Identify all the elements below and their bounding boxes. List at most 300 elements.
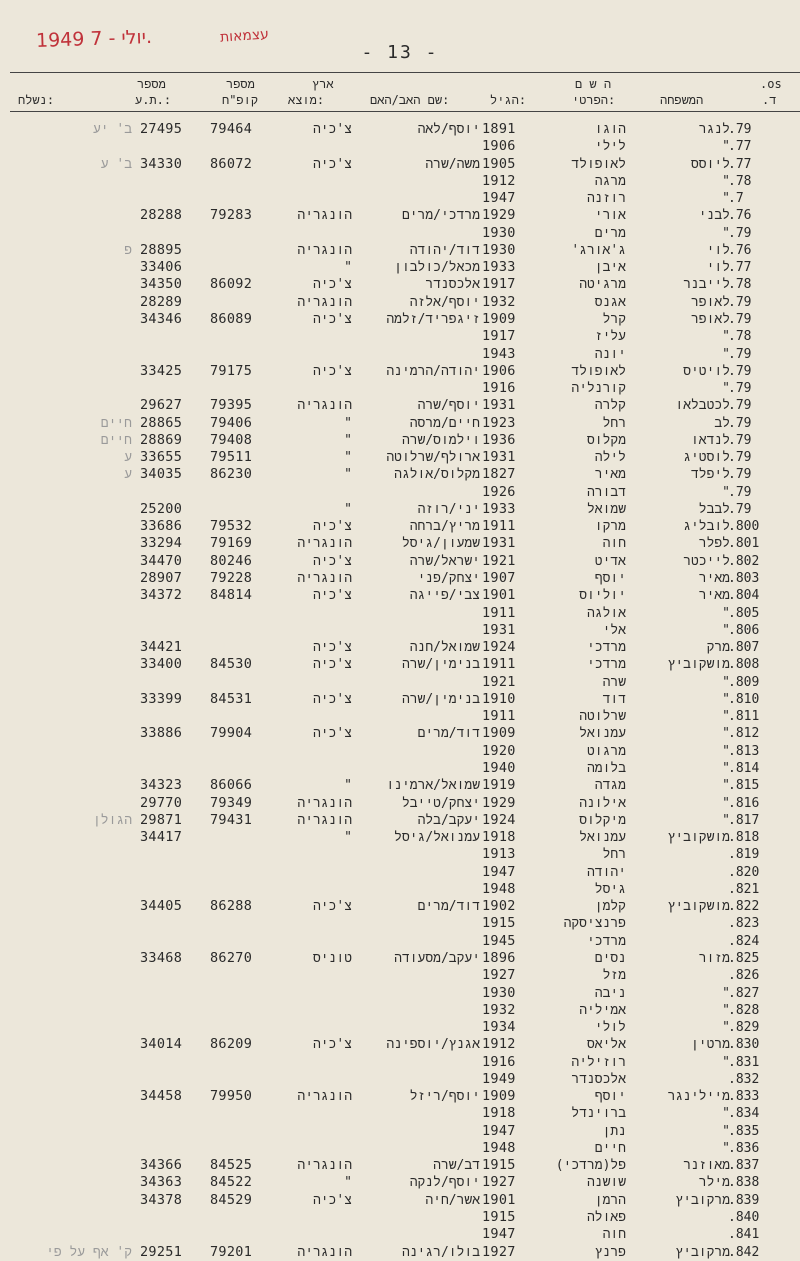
country-of-origin: " <box>344 260 352 276</box>
register-row <box>0 432 800 449</box>
register-row <box>0 415 800 432</box>
health-fund-number: 79408 <box>210 431 253 448</box>
birth-year: 1912 <box>482 1036 516 1053</box>
health-fund-number: 79349 <box>210 794 253 811</box>
family-name: לכטבלאו <box>675 398 730 414</box>
row-number: .840 <box>728 1210 760 1225</box>
row-number: .836 <box>728 1140 760 1156</box>
parents-names: שמואל/ארמינו <box>386 778 480 794</box>
birth-year: 1902 <box>482 898 516 915</box>
sent-note: חיים <box>100 432 132 448</box>
family-name: לוי <box>706 242 730 258</box>
family-name: מרטין <box>690 1037 730 1053</box>
parents-names: שמואל/חנה <box>409 640 480 656</box>
id-number: 29871 <box>140 811 183 828</box>
birth-year: 1924 <box>482 811 516 828</box>
row-number: .825 <box>728 950 760 966</box>
sent-note: ב' ע <box>100 156 132 172</box>
first-name: עמנואל <box>579 830 626 846</box>
first-name: דבורה <box>586 484 626 500</box>
birth-year: 1918 <box>482 1105 516 1122</box>
first-name: רחל <box>602 415 626 431</box>
first-name: מרדכי <box>586 657 626 673</box>
first-name: לאופולד <box>571 156 626 172</box>
birth-year: 1911 <box>482 518 516 535</box>
register-row <box>0 864 800 881</box>
id-number: 33400 <box>140 656 183 673</box>
birth-year: 1911 <box>482 708 516 725</box>
family-name: לבבל <box>698 501 730 517</box>
register-row <box>0 639 800 656</box>
birth-year: 1915 <box>482 1209 516 1225</box>
family-name: לנדאו <box>690 432 730 448</box>
row-number: .810 <box>728 691 760 707</box>
country-of-origin: הונגריה <box>297 1089 352 1105</box>
family-name: מושקוביץ <box>667 657 730 673</box>
row-number: .821 <box>728 881 760 897</box>
country-of-origin: צ'כיה <box>312 519 352 535</box>
register-row <box>0 466 800 483</box>
register-row <box>0 259 800 276</box>
row-number: .802 <box>728 553 760 569</box>
first-name: שמואל <box>586 501 626 517</box>
birth-year: 1948 <box>482 1139 516 1156</box>
first-name: מאיר <box>594 467 626 483</box>
family-name: לב <box>714 415 730 431</box>
register-row <box>0 1244 800 1261</box>
family-name: " <box>722 1002 730 1018</box>
row-number: .78 <box>728 277 752 293</box>
id-number: 33406 <box>140 259 183 276</box>
row-number: .817 <box>728 812 760 828</box>
id-number: 34346 <box>140 310 183 327</box>
first-name: עמנואל <box>579 726 626 742</box>
first-name: מרגיטה <box>579 277 626 293</box>
first-name: יוסף <box>594 571 626 587</box>
parents-names: בולו/רגינה <box>401 1244 480 1260</box>
page-number: - 13 - <box>361 42 439 63</box>
row-number: .816 <box>728 795 760 811</box>
register-row <box>0 1209 800 1226</box>
row-number: .79 <box>728 467 752 483</box>
register-row <box>0 881 800 898</box>
family-name: ליפלד <box>690 467 730 483</box>
id-number: 28288 <box>140 207 183 224</box>
birth-year: 1926 <box>482 483 516 500</box>
header-first-top: ה ש ם <box>575 77 612 91</box>
family-name: מאוזנר <box>683 1158 730 1174</box>
first-name: קלמן <box>594 899 626 915</box>
first-name: חיים <box>594 1140 626 1156</box>
register-row <box>0 777 800 794</box>
sent-note: ע <box>124 467 132 483</box>
header-file-top: מספר <box>226 77 255 91</box>
first-name: אילונה <box>579 795 626 811</box>
row-number: .837 <box>728 1158 760 1174</box>
health-fund-number: 84522 <box>210 1174 253 1191</box>
register-row <box>0 1088 800 1105</box>
family-name: " <box>722 1020 730 1036</box>
register-row <box>0 725 800 742</box>
id-number: 34035 <box>140 466 183 483</box>
country-of-origin: צ'כיה <box>312 1037 352 1053</box>
register-row <box>0 967 800 984</box>
row-number: .832 <box>728 1071 760 1087</box>
register-row <box>0 985 800 1002</box>
family-name: " <box>722 743 730 759</box>
country-of-origin: " <box>344 450 352 466</box>
birth-year: 1945 <box>482 932 516 949</box>
birth-year: 1931 <box>482 621 516 638</box>
parents-names: ישראל/שרה <box>409 553 480 569</box>
birth-year: 1921 <box>482 552 516 569</box>
row-number: .819 <box>728 847 760 863</box>
first-name: שושנה <box>586 1175 626 1191</box>
health-fund-number: 86089 <box>210 310 253 327</box>
first-name: חוה <box>602 1227 626 1243</box>
country-of-origin: צ'כיה <box>312 122 352 137</box>
row-number: .815 <box>728 778 760 794</box>
first-name: אמיליה <box>579 1002 626 1018</box>
register-row <box>0 484 800 501</box>
id-number: 34366 <box>140 1157 183 1174</box>
birth-year: 1917 <box>482 276 516 293</box>
family-name: " <box>722 795 730 811</box>
first-name: יונה <box>594 346 626 362</box>
row-number: .7 <box>728 191 744 207</box>
family-name: מיילינגר <box>667 1089 730 1105</box>
birth-year: 1933 <box>482 500 516 517</box>
id-number: 34405 <box>140 898 183 915</box>
row-number: .805 <box>728 605 760 621</box>
family-name: " <box>722 778 730 794</box>
register-row <box>0 380 800 397</box>
birth-year: 1932 <box>482 293 516 310</box>
register-row <box>0 242 800 259</box>
birth-year: 1910 <box>482 690 516 707</box>
register-row <box>0 1174 800 1191</box>
register-row <box>0 346 800 363</box>
country-of-origin: צ'כיה <box>312 691 352 707</box>
family-name: ליוסס <box>690 156 730 172</box>
family-name: " <box>722 346 730 362</box>
birth-year: 1923 <box>482 414 516 431</box>
family-name: מאיר <box>698 571 730 587</box>
id-number: 28895 <box>140 241 183 258</box>
parents-names: בנימין/שרה <box>401 691 480 707</box>
row-number: .839 <box>728 1192 760 1208</box>
first-name: פל(מרדכי) <box>555 1158 626 1174</box>
country-of-origin: " <box>344 432 352 448</box>
row-number: .827 <box>728 985 760 1001</box>
row-number: .76 <box>728 208 752 224</box>
parents-names: אלכסנדר <box>425 277 480 293</box>
health-fund-number: 84530 <box>210 656 253 673</box>
parents-names: דב/שרה <box>433 1158 480 1174</box>
parents-names: צבי/פייגה <box>409 588 480 604</box>
row-number: .814 <box>728 760 760 776</box>
row-number: .811 <box>728 709 760 725</box>
first-name: אדיט <box>594 553 626 569</box>
country-of-origin: הונגריה <box>297 536 352 552</box>
register-row <box>0 225 800 242</box>
first-name: נסים <box>594 950 626 966</box>
row-number: .808 <box>728 657 760 673</box>
register-row <box>0 1002 800 1019</box>
health-fund-number: 79464 <box>210 121 253 137</box>
health-fund-number: 79406 <box>210 414 253 431</box>
parents-names: זיגפריד/זלמה <box>386 311 480 327</box>
family-name: " <box>722 622 730 638</box>
row-number: .813 <box>728 743 760 759</box>
birth-year: 1909 <box>482 725 516 742</box>
birth-year: 1920 <box>482 742 516 759</box>
id-number: 29627 <box>140 397 183 414</box>
register-row <box>0 1123 800 1140</box>
first-name: ניבה <box>594 985 626 1001</box>
country-of-origin: צ'כיה <box>312 311 352 327</box>
register-row <box>0 276 800 293</box>
birth-year: 1917 <box>482 328 516 345</box>
register-row <box>0 207 800 224</box>
family-name: " <box>722 1054 730 1070</box>
row-number: .820 <box>728 864 760 880</box>
row-number: .79 <box>728 225 752 241</box>
first-name: נתן <box>602 1123 626 1139</box>
birth-year: 1906 <box>482 362 516 379</box>
health-fund-number: 86209 <box>210 1036 253 1053</box>
sent-note: ע <box>124 450 132 466</box>
register-row <box>0 1019 800 1036</box>
birth-year: 1949 <box>482 1070 516 1087</box>
register-row <box>0 156 800 173</box>
country-of-origin: הונגריה <box>297 398 352 414</box>
row-number: .828 <box>728 1002 760 1018</box>
parents-names: דוד/מרים <box>417 899 480 915</box>
parents-names: חיים/מרסה <box>409 415 480 431</box>
parents-names: יצחק/פני <box>417 571 480 587</box>
row-number: .79 <box>728 501 752 517</box>
family-name: לפלר <box>698 536 730 552</box>
country-of-origin: הונגריה <box>297 208 352 224</box>
family-name: לובליג <box>683 519 730 535</box>
id-number: 28907 <box>140 570 183 587</box>
family-name: " <box>722 674 730 690</box>
row-number: .818 <box>728 830 760 846</box>
register-row <box>0 138 800 155</box>
health-fund-number: 79169 <box>210 535 253 552</box>
birth-year: 1912 <box>482 172 516 189</box>
parents-names: יוסף/ריזל <box>409 1089 480 1105</box>
id-number: 34458 <box>140 1088 183 1105</box>
family-name: " <box>722 484 730 500</box>
birth-year: 1930 <box>482 241 516 258</box>
register-row <box>0 1226 800 1243</box>
id-number: 29251 <box>140 1243 183 1260</box>
birth-year: 1930 <box>482 224 516 241</box>
health-fund-number: 79201 <box>210 1243 253 1260</box>
birth-year: 1909 <box>482 1088 516 1105</box>
date-stamp: 1949 יולי - 7. <box>35 25 153 53</box>
row-number: .79 <box>728 363 752 379</box>
row-number: .842 <box>728 1244 760 1260</box>
parents-names: יוסף/אלזה <box>409 294 480 310</box>
row-number: .841 <box>728 1227 760 1243</box>
birth-year: 1909 <box>482 310 516 327</box>
birth-year: 1947 <box>482 1226 516 1243</box>
birth-year: 1931 <box>482 535 516 552</box>
header-origin-top: ארץ <box>312 77 334 91</box>
register-row <box>0 570 800 587</box>
first-name: מרדכי <box>586 640 626 656</box>
parents-names: אגנץ/יוספינה <box>386 1037 480 1053</box>
birth-year: 1924 <box>482 639 516 656</box>
register-row <box>0 622 800 639</box>
header-first-bottom: הפרטי: <box>572 93 616 107</box>
parents-names: יוסף/לנקה <box>409 1175 480 1191</box>
birth-year: 1901 <box>482 587 516 604</box>
row-number: .806 <box>728 622 760 638</box>
family-name: מרק <box>706 640 730 656</box>
parents-names: יעקב/בלה <box>417 812 480 828</box>
first-name: שרלוטה <box>579 709 626 725</box>
row-number: .800 <box>728 519 760 535</box>
register-row <box>0 1157 800 1174</box>
id-number: 33686 <box>140 518 183 535</box>
country-of-origin: הונגריה <box>297 294 352 310</box>
register-row <box>0 846 800 863</box>
country-of-origin: " <box>344 778 352 794</box>
register-row <box>0 1105 800 1122</box>
id-number: 34330 <box>140 155 183 172</box>
family-name: " <box>722 985 730 1001</box>
health-fund-number: 79283 <box>210 207 253 224</box>
family-name: מרקוביץ <box>675 1192 730 1208</box>
country-of-origin: צ'כיה <box>312 657 352 673</box>
birth-year: 1919 <box>482 777 516 794</box>
first-name: חוה <box>602 536 626 552</box>
birth-year: 1915 <box>482 1157 516 1174</box>
health-fund-number: 86270 <box>210 949 253 966</box>
country-of-origin: צ'כיה <box>312 156 352 172</box>
row-number: .77 <box>728 139 752 155</box>
first-name: אולגה <box>586 605 626 621</box>
parents-names: מכאל/כולבון <box>394 260 480 276</box>
birth-year: 1947 <box>482 863 516 880</box>
first-name: לילי <box>594 139 626 155</box>
first-name: רוזיליה <box>571 1054 626 1070</box>
parents-names: שמעון/גיסל <box>401 536 480 552</box>
first-name: מרגוט <box>586 743 626 759</box>
first-name: מרקו <box>594 519 626 535</box>
register-row <box>0 173 800 190</box>
register-row <box>0 1140 800 1157</box>
family-name: " <box>722 191 730 207</box>
row-number: .838 <box>728 1175 760 1191</box>
first-name: יוסף <box>594 1089 626 1105</box>
birth-year: 1930 <box>482 984 516 1001</box>
first-name: אלי <box>602 622 626 638</box>
family-name: " <box>722 1106 730 1122</box>
birth-year: 1913 <box>482 846 516 863</box>
country-of-origin: הונגריה <box>297 795 352 811</box>
family-name: מרקוביץ <box>675 1244 730 1260</box>
health-fund-number: 80246 <box>210 552 253 569</box>
register-row <box>0 328 800 345</box>
birth-year: 1907 <box>482 570 516 587</box>
country-of-origin: צ'כיה <box>312 588 352 604</box>
birth-year: 1827 <box>482 466 516 483</box>
register-row <box>0 898 800 915</box>
birth-year: 1927 <box>482 1174 516 1191</box>
birth-year: 1936 <box>482 431 516 448</box>
first-name: הרמן <box>594 1192 626 1208</box>
family-name: מושקוביץ <box>667 899 730 915</box>
row-number: .79 <box>728 415 752 431</box>
row-number: .79 <box>728 381 752 397</box>
birth-year: 1896 <box>482 949 516 966</box>
first-name: שרה <box>602 674 626 690</box>
country-of-origin: צ'כיה <box>312 1192 352 1208</box>
family-name: " <box>722 709 730 725</box>
parents-names: מריץ/ברחה <box>409 519 480 535</box>
health-fund-number: 79532 <box>210 518 253 535</box>
birth-year: 1933 <box>482 259 516 276</box>
country-of-origin: צ'כיה <box>312 899 352 915</box>
register-row <box>0 795 800 812</box>
birth-year: 1927 <box>482 1243 516 1260</box>
family-name: מילר <box>698 1175 730 1191</box>
register-row <box>0 760 800 777</box>
register-row <box>0 691 800 708</box>
register-row <box>0 1071 800 1088</box>
row-number: .826 <box>728 968 760 984</box>
id-number: 28289 <box>140 293 183 310</box>
sent-note: חיים <box>100 415 132 431</box>
register-row <box>0 587 800 604</box>
parents-names: משה/שרה <box>425 156 480 172</box>
first-name: לולי <box>594 1020 626 1036</box>
row-number: .77 <box>728 156 752 172</box>
row-number: .79 <box>728 311 752 327</box>
family-name: לבני <box>698 208 730 224</box>
health-fund-number: 86288 <box>210 898 253 915</box>
register-row <box>0 605 800 622</box>
first-name: איבן <box>594 260 626 276</box>
family-name: לוסטיג <box>683 450 730 466</box>
id-number: 34363 <box>140 1174 183 1191</box>
handwritten-tag: עצמאות <box>219 26 270 46</box>
country-of-origin: צ'כיה <box>312 726 352 742</box>
row-number: .822 <box>728 899 760 915</box>
first-name: רוזנה <box>586 191 626 207</box>
birth-year: 1929 <box>482 207 516 224</box>
parents-names: דוד/מרים <box>417 726 480 742</box>
first-name: לאופולד <box>571 363 626 379</box>
row-number: .79 <box>728 432 752 448</box>
header-parents: שם האב/האם: <box>370 93 450 107</box>
row-number: .801 <box>728 536 760 552</box>
row-number: .79 <box>728 294 752 310</box>
row-number: .79 <box>728 398 752 414</box>
id-number: 34323 <box>140 777 183 794</box>
first-name: אורי <box>594 208 626 224</box>
row-number: .79 <box>728 346 752 362</box>
id-number: 27495 <box>140 121 183 137</box>
register-row <box>0 397 800 414</box>
parents-names: יצחק/טייבל <box>401 795 480 811</box>
register-row <box>0 743 800 760</box>
